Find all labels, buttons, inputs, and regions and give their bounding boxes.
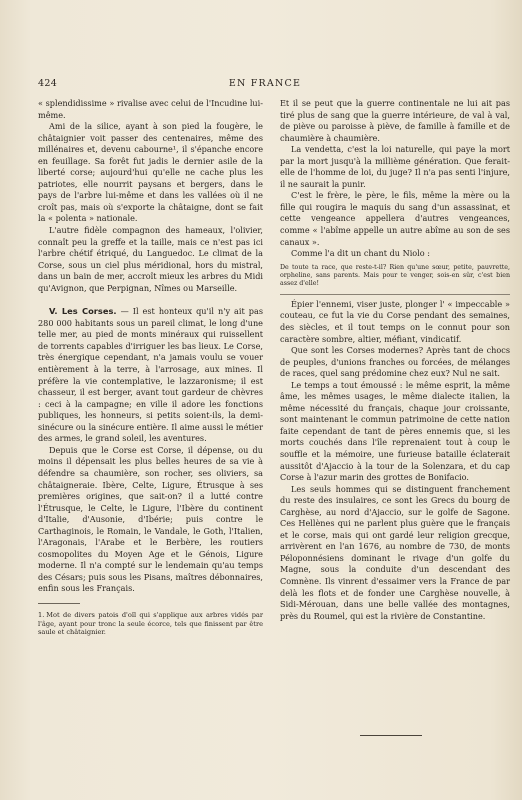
footnote-text: Mot de divers patois d'oïl qui s'applique aux arbres vidés par l'âge, ayant pour tronc la seule écorce, tels que finissent par être saule et châtaignier. — [38, 610, 263, 637]
footnote-number: 1. — [38, 610, 45, 619]
paragraph: L'autre fidèle compagnon des hameaux, l'olivier, connaît peu la greffe et la taille, mais ce n'est pas ici l'arbre chétif étriqué, du Languedoc. Le climat de la Corse, sous un ciel plus méridional, hors du mistral, dans un bain de mer, accroît mieux les arbres du Midi qu'Avignon, que Perpignan, Nîmes ou Marseille. — [38, 225, 263, 293]
paragraph: Les seuls hommes qui se distinguent franchement du reste des insulaires, ce sont les Grecs du bourg de Carghèse, au nord d'Ajaccio, sur le golfe de Sagone. Ces Hellènes qui ne parlent plus guère que le français et le corse, mais qui ont gardé leur religion grecque, arrivèrent en l'an 1676, au nombre de 730, de monts Péloponnésiens dominant le rivage d'un golfe du Magne, sous la conduite d'un descendant des Comnène. Ils vinrent d'essaimer vers la France de par delà les flots et de fonder une Carghèse nouvelle, à Sidi-Mérouan, dans une belle vallée des montagnes, près du Roumel, qui est la rivière de Constantine. — [280, 483, 510, 621]
paragraph: « splendidissime » rivalise avec celui de l'Incudine lui-même. — [38, 98, 263, 120]
paragraph: Depuis que le Corse est Corse, il dépense, ou du moins il dépensait les plus belles heures de sa vie à défendre sa chaumière, son rocher, ses oliviers, sa châtaigneraie. Ibère, Celte, Ligure, Étrusque à ses premières origines, que sait-on? il a lutté contre l'Étrusque, le Celte, le Ligure, l'Ibère du continent d'Italie, d'Ausonie, d'Ibérie; puis contre le Carthaginois, le Romain, le Vandale, le Goth, l'Italien, l'Aragonais, l'Arabe et le Berbère, les routiers cosmopolites du Moyen Age et le Génois, Ligure moderne. Il n'a compté sur le lendemain qu'au temps des Césars; puis sous les Pisans, maîtres débonnaires, enfin sous les Français. — [38, 444, 263, 594]
paragraph: Ami de la silice, ayant à son pied la fougère, le châtaignier voit passer des centenaires, même des millénaires et, devenu cabourne¹, il s'épanche encore en feuillage. Sa forêt fut jadis le dernier asile de la liberté corse; aujourd'hui qu'elle ne cache plus les patriotes, elle nourrit paysans et bergers, dans le pays de l'arbre lui-même et dans les vallées où il ne croît pas, mais où s'exporte la châtaigne, dont se fait la « polenta » nationale. — [38, 121, 263, 224]
left-column — [38, 98, 263, 637]
paragraph: C'est le frère, le père, le fils, même la mère ou la fille qui rougira le maquis du sang d'un assassinat, et cette vengeance appellera d'autres vengeances, comme « l'abîme appelle un autre abîme au son de ses canaux ». — [280, 190, 510, 247]
paragraph: Et il se peut que la guerre continentale ne lui ait pas tiré plus de sang que la guerre intérieure, de val à val, de piève ou paroisse à piève, de famille à famille et de chaumière à chaumière. — [280, 98, 510, 143]
page-number: 424 — [38, 78, 58, 89]
page-header — [38, 78, 492, 92]
section-text: — Il est honteux qu'il n'y ait pas 280 000 habitants sous un pareil climat, le long d'une telle mer, au pied de monts minéraux qui ruissellent de torrents capables d'irriguer les bas lieux. Le Corse, très énergique cependant, n'a jamais voulu se vouer entièrement à la terre, à l'arrosage, aux mines. Il préfère la vie contemplative, le lazzaronisme; il est chasseur, il est berger, avant tout gardeur de chèvres : ceci à la campagne; en ville il adore les fonctions publiques, les honneurs, si petits soient-ils, la demi-sinécure ou la sinécure entière. Il aime aussi le métier des armes, le grand soleil, les aventures. — [38, 306, 264, 444]
section-paragraph — [38, 306, 263, 445]
paragraph: Comme l'a dit un chant du Niolo : — [291, 248, 430, 259]
paragraph: La vendetta, c'est la loi naturelle, qui paye la mort par la mort jusqu'à la millième génération. Que ferait-elle de l'homme de loi, du juge? Il n'a pas senti l'injure, il ne saurait la punir. — [280, 144, 510, 189]
verse-separator — [280, 294, 510, 295]
end-rule — [360, 735, 422, 736]
footnote — [38, 611, 263, 637]
footnote-separator — [38, 603, 80, 604]
paragraph: Le temps a tout émoussé : le même esprit, la même âme, les mêmes usages, le même dialecte italien, la même nécessité du français, chaque jour croissante, sont maintenant le commun patrimoine de cette nation faite cependant de tant de pères ennemis que, si les morts couchés dans l'île reprenaient tout à coup le souffle et la mémoire, une furieuse bataille éclaterait aussitôt d'Ajaccio à la tour de la Solenzara, et du cap Corse à l'azur marin des grottes de Bonifacio. — [280, 379, 510, 483]
section-heading: V. Les Corses. — [49, 306, 117, 317]
paragraph: Épier l'ennemi, viser juste, plonger l' « impeccable » couteau, ce fut la vie du Corse pendant des semaines, des siècles, et il tout temps on le connut pour son caractère sombre, altier, méfiant, vindicatif. — [280, 298, 510, 344]
verse-quote: De toute ta race, que reste-t-il? Rien qu'une sœur, petite, pauvrette, orpheline, sans parents. Mais pour te venger, sois-en sûr, c'est bien assez d'elle! — [280, 263, 510, 288]
right-column — [280, 98, 510, 622]
paragraph: Que sont les Corses modernes? Après tant de chocs de peuples, d'unions franches ou forcées, de mélanges de races, quel sang prédomine chez eux? Nul ne sait. — [280, 345, 510, 379]
running-title: EN FRANCE — [228, 78, 302, 89]
